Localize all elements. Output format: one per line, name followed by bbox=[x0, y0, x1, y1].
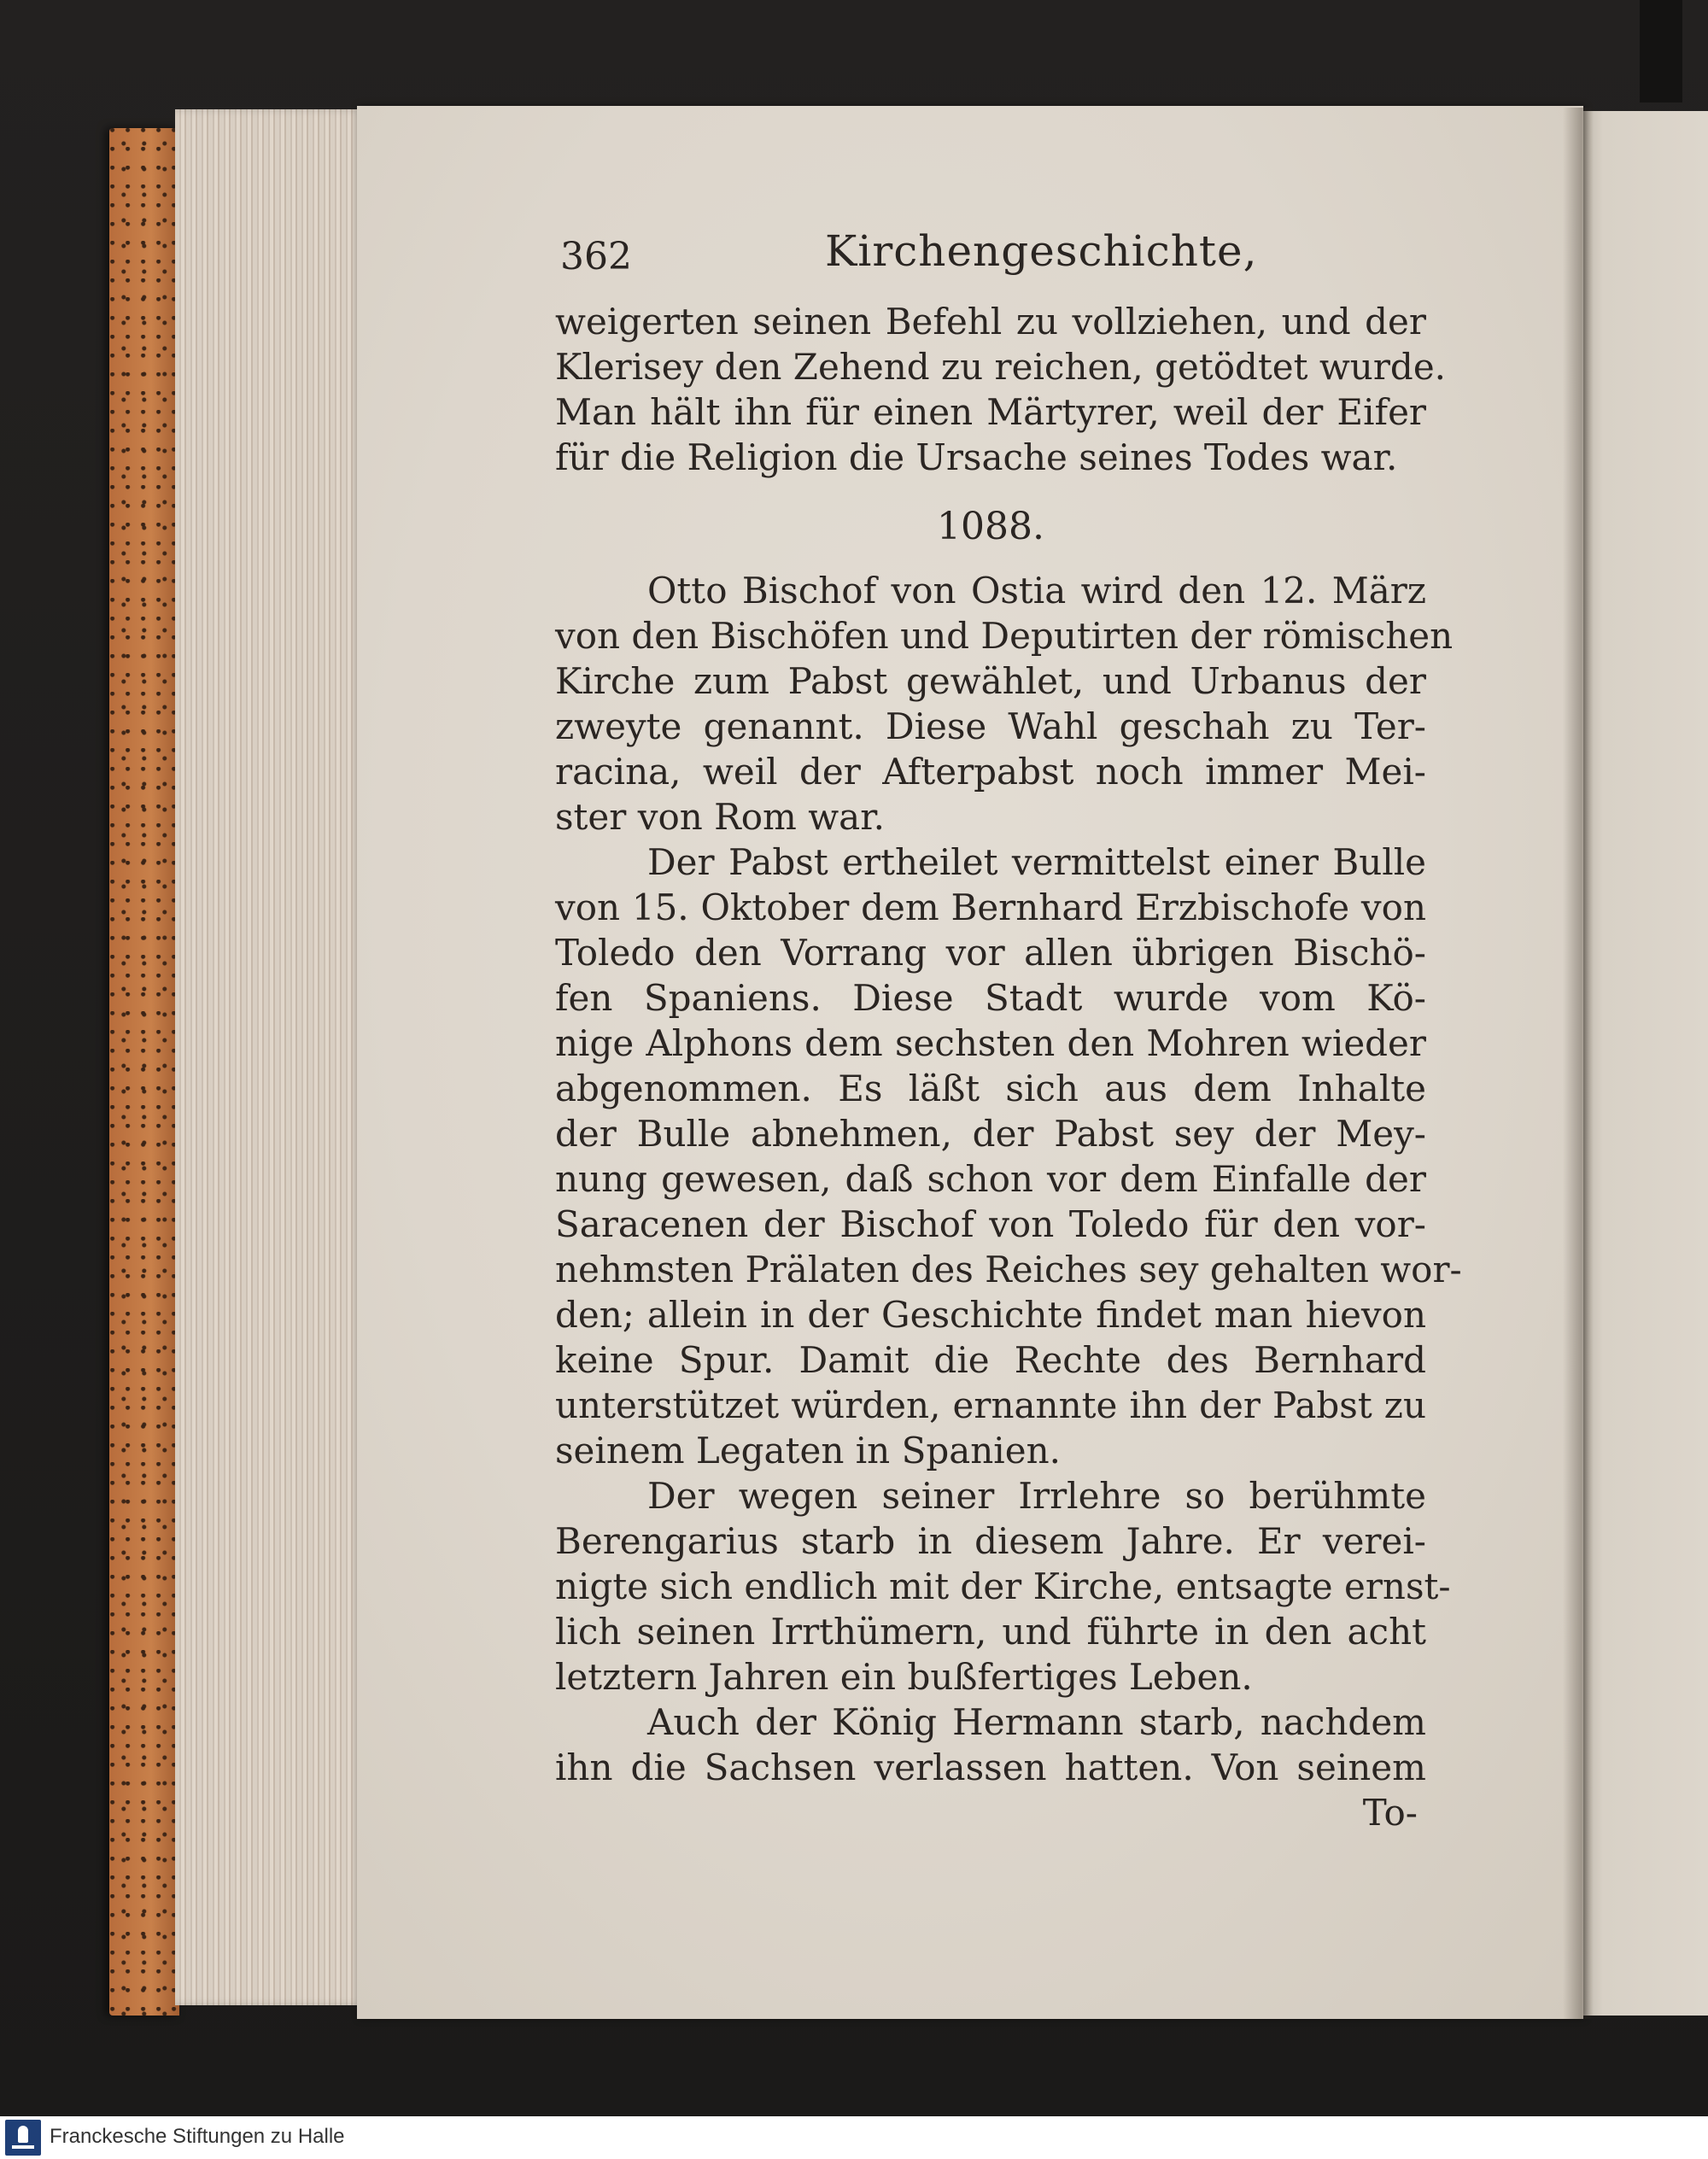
text-line: Klerisey den Zehend zu reichen, getödtet wurde. bbox=[555, 346, 1447, 388]
text-line: nige Alphons dem sechsten den Mohren wieder bbox=[555, 1022, 1426, 1064]
text-line: Kirche zum Pabst gewählet, und Urbanus der bbox=[555, 660, 1426, 702]
text-line: Der wegen seiner Irrlehre so berühmte bbox=[647, 1475, 1426, 1517]
footer-bar bbox=[0, 2116, 1708, 2159]
text-line: racina, weil der Afterpabst noch immer Mei- bbox=[555, 751, 1426, 793]
facing-page bbox=[1580, 111, 1708, 2016]
paragraph-berengarius bbox=[555, 1473, 1451, 1700]
page-number: 362 bbox=[560, 235, 632, 278]
text-line: letztern Jahren ein bußfertiges Leben. bbox=[555, 1656, 1253, 1698]
intro-paragraph bbox=[555, 299, 1447, 480]
text-line: von 15. Oktober dem Bernhard Erzbischofe von bbox=[555, 886, 1426, 928]
text-line: seinem Legaten in Spanien. bbox=[555, 1430, 1061, 1472]
text-line: Otto Bischof von Ostia wird den 12. März bbox=[647, 570, 1426, 611]
page-gutter bbox=[1563, 108, 1594, 2019]
text-line: nigte sich endlich mit der Kirche, entsagte ernst- bbox=[555, 1565, 1451, 1607]
text-line: Auch der König Hermann starb, nachdem bbox=[647, 1701, 1426, 1743]
text-line: nung gewesen, daß schon vor dem Einfalle der bbox=[555, 1158, 1426, 1200]
year-heading: 1088. bbox=[937, 505, 1044, 548]
page-text bbox=[555, 222, 1462, 1835]
paragraph-king-hermann bbox=[555, 1700, 1426, 1790]
text-line: Berengarius starb in diesem Jahre. Er verei- bbox=[555, 1520, 1426, 1562]
text-line: lich seinen Irrthümern, und führte in den acht bbox=[555, 1611, 1426, 1653]
paragraph-pope-election bbox=[555, 568, 1454, 840]
text-line: Man hält ihn für einen Märtyrer, weil der Eifer bbox=[555, 391, 1426, 433]
text-line: für die Religion die Ursache seines Todes war. bbox=[555, 436, 1398, 478]
institution-name: Franckesche Stiftungen zu Halle bbox=[50, 2125, 345, 2148]
page-stack-edge bbox=[175, 109, 365, 2005]
text-line: Toledo den Vorrang vor allen übrigen Bischö- bbox=[555, 932, 1426, 974]
text-line: Der Pabst ertheilet vermittelst einer Bulle bbox=[647, 841, 1426, 883]
text-line: abgenommen. Es läßt sich aus dem Inhalte bbox=[555, 1068, 1426, 1109]
book-clasp bbox=[1640, 0, 1682, 102]
text-line: unterstützet würden, ernannte ihn der Pabst zu bbox=[555, 1384, 1426, 1426]
text-line: zweyte genannt. Diese Wahl geschah zu Ter- bbox=[555, 705, 1426, 747]
text-line: den; allein in der Geschichte findet man hievon bbox=[555, 1294, 1426, 1336]
book-cover-edge bbox=[109, 128, 179, 2016]
running-title: Kirchengeschichte, bbox=[825, 226, 1258, 276]
text-line: Saracenen der Bischof von Toledo für den vor- bbox=[555, 1203, 1426, 1245]
text-line: ihn die Sachsen verlassen hatten. Von seinem bbox=[555, 1747, 1426, 1788]
text-line: der Bulle abnehmen, der Pabst sey der Mey- bbox=[555, 1113, 1426, 1155]
text-line: fen Spaniens. Diese Stadt wurde vom Kö- bbox=[555, 977, 1426, 1019]
catchword: To- bbox=[1362, 1792, 1418, 1834]
text-line: nehmsten Prälaten des Reiches sey gehalten wor- bbox=[555, 1249, 1462, 1290]
paragraph-bull-toledo bbox=[555, 840, 1462, 1473]
running-head bbox=[555, 222, 1426, 299]
text-line: von den Bischöfen und Deputirten der römischen bbox=[555, 615, 1454, 657]
francke-foundation-logo-icon bbox=[5, 2120, 41, 2156]
text-line: keine Spur. Damit die Rechte des Bernhard bbox=[555, 1339, 1426, 1381]
text-line: ster von Rom war. bbox=[555, 796, 886, 838]
text-line: weigerten seinen Befehl zu vollziehen, und der bbox=[555, 301, 1426, 342]
